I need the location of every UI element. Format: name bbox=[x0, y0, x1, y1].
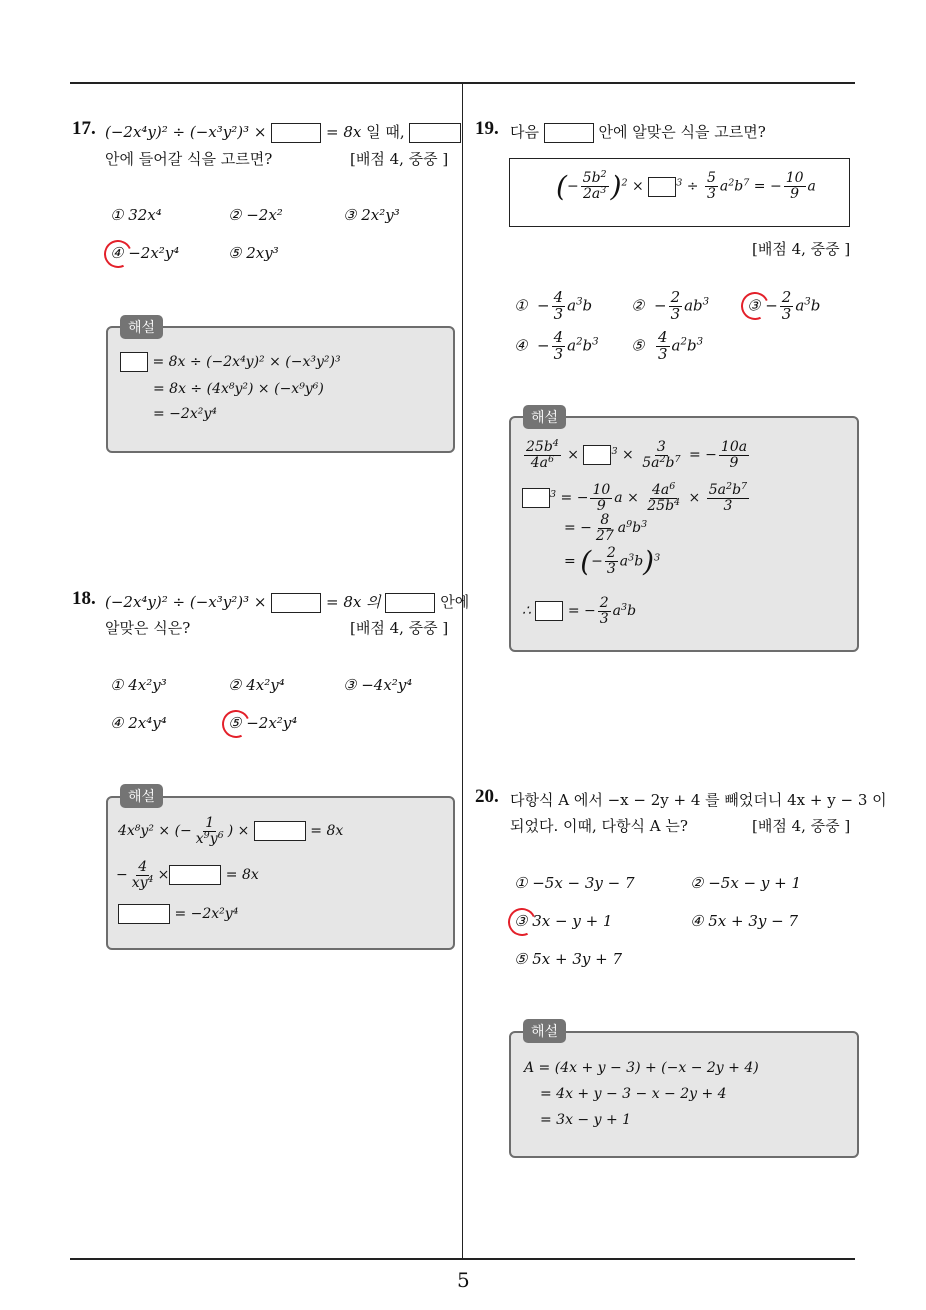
q18-stem bbox=[105, 591, 469, 613]
q18-choice-5: ⑤ −2x²y⁴ bbox=[228, 714, 298, 732]
q18-choice-2: ② 4x²y⁴ bbox=[228, 676, 285, 694]
q18-number: 18. bbox=[72, 588, 96, 609]
q18-solution-tag: 해설 bbox=[120, 784, 163, 808]
q17-choice-1: ① 32x⁴ bbox=[110, 206, 162, 224]
q17-line2: 안에 들어갈 식을 고르면? bbox=[105, 150, 273, 168]
q17-stem-text: 일 때, bbox=[366, 123, 405, 141]
q18-score: [배점 4, 중중 ] bbox=[350, 619, 449, 637]
q17-choice-3: ③ 2x²y³ bbox=[343, 206, 400, 224]
q18-sol3-a: = −2x²y⁴ bbox=[174, 906, 239, 922]
q19-solution-line-1: $\frac{25b^4}{4a^6}$ × $^3$ × $\frac{3}{5a^2b^7}$ = − $\frac{10a}{9}$ bbox=[526, 437, 748, 471]
q20-solution-line-3: = 3x − y + 1 bbox=[540, 1112, 632, 1128]
q19-solution-tag: 해설 bbox=[523, 405, 566, 429]
q19-stem-post: 안에 알맞은 식을 고르면? bbox=[598, 123, 766, 141]
q19-stem bbox=[510, 121, 766, 143]
q19-solution-line-5: ∴ = − $\frac{2}{3}$ $a^3b$ bbox=[522, 595, 637, 627]
q18-sol3-blank bbox=[118, 904, 170, 924]
q20-choice-3: ③ 3x − y + 1 bbox=[514, 912, 613, 930]
q18-line2: 알맞은 식은? bbox=[105, 619, 191, 637]
q18-sol2-b: = 8x bbox=[225, 867, 259, 884]
q18-solution-line-3 bbox=[118, 904, 238, 924]
q17-score: [배점 4, 중중 ] bbox=[350, 150, 449, 168]
q19-solution-line-3: = − $\frac{8}{27}$ $a^9b^3$ bbox=[564, 512, 648, 544]
q18-stem-math: (−2x⁴y)² ÷ (−x³y²)³ × bbox=[105, 593, 267, 611]
q18-choice-4: ④ 2x⁴y⁴ bbox=[110, 714, 167, 732]
q17-answer-mark bbox=[100, 236, 136, 272]
q18-sol1-blank bbox=[254, 821, 306, 841]
q17-stem-math: (−2x⁴y)² ÷ (−x³y²)³ × bbox=[105, 123, 267, 141]
q19-solution-line-4: = (− $\frac{2}{3}$ $a^3b)^3$ bbox=[564, 545, 661, 578]
q20-choice-4: ④ 5x + 3y − 7 bbox=[690, 912, 798, 930]
page-number: 5 bbox=[457, 1268, 470, 1292]
q18-choice-1: ① 4x²y³ bbox=[110, 676, 167, 694]
q17-choice-2: ② −2x² bbox=[228, 206, 283, 224]
q19-solution-line-2: $^3$ = − $\frac{10}{9}$ a × $\frac{4a^6}{25b^4}$ × $\frac{5a^2b^7}{3}$ bbox=[522, 483, 751, 513]
q18-sol1-a: 4x⁸y² × (− bbox=[118, 823, 192, 840]
bottom-rule bbox=[70, 1258, 855, 1260]
q19-choice-1: ① − $\frac{4}{3}$ $a^3b$ bbox=[514, 288, 593, 323]
q19-therefore: ∴ bbox=[522, 603, 531, 620]
q17-stem bbox=[105, 121, 461, 143]
q20-solution-line-2: = 4x + y − 3 − x − 2y + 4 bbox=[540, 1086, 727, 1102]
q17-solution-line-2: = 8x ÷ (4x⁸y²) × (−x⁹y⁶) bbox=[153, 381, 324, 397]
q18-stem-text: 안에 bbox=[440, 593, 470, 611]
column-divider bbox=[462, 84, 463, 1258]
q18-sol2-blank bbox=[169, 865, 221, 885]
q17-number: 17. bbox=[72, 118, 96, 139]
q18-solution-line-1 bbox=[118, 816, 343, 846]
q20-choice-1: ① −5x − 3y − 7 bbox=[514, 874, 635, 892]
q18-solution-line-2: − $\frac{4}{xy^4}$ × = 8x bbox=[116, 859, 259, 891]
q20-answer-mark bbox=[504, 904, 540, 940]
q19-choice-2: ② − $\frac{2}{3}$ $ab^3$ bbox=[631, 288, 710, 323]
q17-solution-tag: 해설 bbox=[120, 315, 163, 339]
q20-choice-2: ② −5x − y + 1 bbox=[690, 874, 802, 892]
q18-blank-1 bbox=[271, 593, 321, 613]
q18-sol1-frac: $\frac{1}{x^9y^6}$ bbox=[195, 815, 224, 847]
q19-equation: (− $\frac{5b^2}{2a^3}$ )$^2$ × $^3$ ÷ $\frac{5}{3}$ $a^2b^7$ = − $\frac{10}{9}$ a bbox=[556, 169, 816, 203]
q18-sol1-b: ) × bbox=[227, 823, 250, 840]
q18-sol2-a: × bbox=[157, 867, 170, 884]
q17-stem-eq: = 8x bbox=[326, 123, 362, 141]
q17-solution-line-1 bbox=[120, 352, 341, 372]
q18-answer-mark bbox=[218, 706, 254, 742]
q19-equation-blank bbox=[648, 177, 676, 197]
q19-equation-rhs: = − bbox=[753, 178, 782, 195]
q17-choice-5: ⑤ 2xy³ bbox=[228, 244, 279, 262]
q19-number: 19. bbox=[475, 118, 499, 139]
q20-score: [배점 4, 중중 ] bbox=[752, 817, 851, 835]
q18-stem-eq: = 8x 의 bbox=[326, 593, 381, 611]
q19-score: [배점 4, 중중 ] bbox=[752, 240, 851, 258]
q20-choice-5: ⑤ 5x + 3y + 7 bbox=[514, 950, 622, 968]
q19-choice-4: ④ − $\frac{4}{3}$ $a^2b^3$ bbox=[514, 328, 599, 363]
q17-solution-line-3: = −2x²y⁴ bbox=[153, 406, 217, 422]
q19-stem-pre: 다음 bbox=[510, 123, 539, 141]
q17-solution-blank bbox=[120, 352, 148, 372]
q18-sol1-c: = 8x bbox=[310, 823, 344, 840]
q19-choice-5: ⑤ $\frac{4}{3}$ $a^2b^3$ bbox=[631, 328, 704, 363]
q17-blank-2 bbox=[409, 123, 461, 143]
q20-solution-tag: 해설 bbox=[523, 1019, 566, 1043]
q20-solution-line-1: A = (4x + y − 3) + (−x − 2y + 4) bbox=[524, 1060, 759, 1076]
q20-number: 20. bbox=[475, 786, 499, 807]
q17-choice-4: ④ −2x²y⁴ bbox=[110, 244, 180, 262]
q17-blank-1 bbox=[271, 123, 321, 143]
q20-line1: 다항식 A 에서 −x − 2y + 4 를 빼었더니 4x + y − 3 이 bbox=[510, 791, 887, 809]
q19-blank bbox=[544, 123, 594, 143]
q19-choice-3: ③ − $\frac{2}{3}$ $a^3b$ bbox=[747, 288, 821, 323]
q18-sol2-frac: $\frac{4}{xy^4}$ bbox=[131, 859, 154, 891]
q17-solution-line-1-text: = 8x ÷ (−2x⁴y)² × (−x³y²)³ bbox=[152, 354, 341, 370]
q18-blank-2 bbox=[385, 593, 435, 613]
q18-choice-3: ③ −4x²y⁴ bbox=[343, 676, 413, 694]
q20-line2: 되었다. 이때, 다항식 A 는? bbox=[510, 817, 688, 835]
